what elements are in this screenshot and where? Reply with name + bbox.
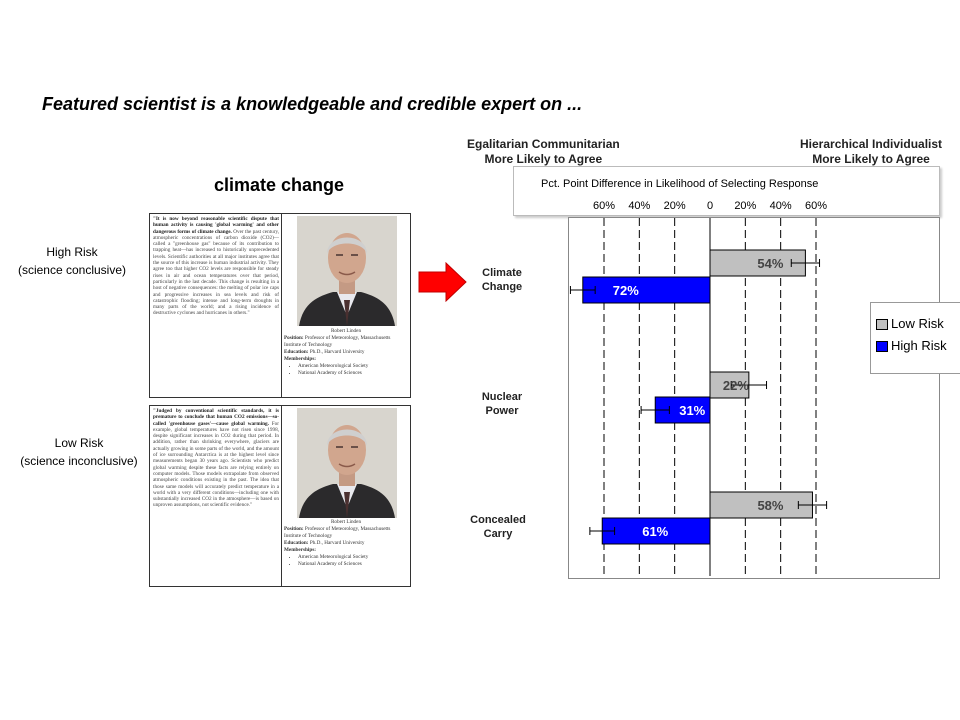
membership-item: • National Academy of Sciences	[298, 370, 408, 377]
legend-swatch-high-risk	[876, 341, 888, 352]
high-risk-quote: "It is now beyond reasonable scientific dispute that human activity is causing 'global warming' and other dangerous forms of climate change.	[153, 216, 279, 235]
bio-position: Professor of Meteorology, Massachusetts Institute of Technology	[284, 526, 391, 539]
low-risk-label-line2: (science inconclusive)	[20, 454, 138, 468]
bio-education: Ph.D., Harvard University	[309, 540, 365, 546]
high-risk-label-line2: (science conclusive)	[17, 263, 127, 277]
left-header-line1: Egalitarian Communitarian	[467, 137, 620, 151]
data-label: 61%	[642, 524, 669, 539]
category-label-line1: Climate	[482, 267, 522, 279]
x-tick-label: 40%	[628, 200, 651, 212]
x-tick-label: 40%	[769, 200, 792, 212]
position-label: Position:	[284, 335, 304, 341]
membership-item: • American Meteorological Society	[298, 554, 408, 561]
low-risk-label-line1: Low Risk	[54, 436, 104, 450]
topic-title: climate change	[214, 175, 345, 195]
bio-name: Robert Linden	[330, 519, 362, 525]
low-risk-quote: "Judged by conventional scientific standards, it is premature to conclude that human CO2 emissions—so-called 'greenhouse gases'—cause global warming.	[153, 408, 279, 427]
x-tick-label: 20%	[663, 200, 686, 212]
data-label: 31%	[679, 403, 706, 418]
high-risk-body: Over the past century, atmospheric concentrations of carbon dioxide (CO2)—called a "greenhouse gas" because of its contribution to trapping heat—has increased to historically unprecedented levels. Scientific authorities at all major institutes agree that the source of this increase is human industrial activity. They agree too that higher CO2 levels are responsible for steady rises in air and ocean temperatures over that period, particularly in the last decade. This change is resulting in a host of negative consequences: the melting of polar ice caps and progressive increases in sea levels and risk of catastrophic flooding; intense and long-term droughts in many parts of the world; and a rising incidence of destructive cyclones and hurricanes in others."	[153, 228, 279, 317]
high-risk-label-line1: High Risk	[46, 245, 98, 259]
headline: Featured scientist is a knowledgeable and credible expert on ...	[42, 94, 583, 114]
legend-swatch-low-risk	[876, 319, 888, 330]
legend	[870, 302, 960, 374]
data-label: 58%	[757, 498, 784, 513]
education-label: Education:	[284, 540, 309, 546]
category-label-line1: Concealed	[470, 514, 526, 526]
data-label: 72%	[612, 283, 639, 298]
legend-item-low-risk	[876, 316, 944, 331]
right-header-line2: More Likely to Agree	[812, 152, 930, 166]
bar-high-risk	[583, 277, 710, 303]
right-header-line1: Hierarchical Individualist	[800, 137, 943, 151]
category-label-line1: Nuclear	[481, 391, 523, 403]
left-header-line2: More Likely to Agree	[484, 152, 603, 166]
legend-label-low-risk: Low Risk	[891, 316, 944, 331]
x-tick-label: 20%	[734, 200, 757, 212]
category-label-line2: Power	[485, 405, 519, 417]
category-label-line2: Carry	[483, 528, 513, 540]
low-risk-body: For example, global temperatures have not risen since 1998, despite significant increases in CO2 during that period. In addition, rather than shrinking everywhere, glaciers are actually growing in some parts of the world, and the amount of ice surrounding Antarctica is at the highest level since measurements began 30 years ago. Scientists who predict global warming despite these facts are relying entirely on computer models. Those models extrapolate from observed atmospheric conditions existing in the past. The idea that those same models will accurately predict temperature in a world with a very different conditions—including one with substantially increased CO2 in the atmosphere—is based on unproven assumptions, not scientific evidence."	[153, 420, 279, 509]
category-label-line2: Change	[481, 281, 523, 293]
x-tick-label: 60%	[592, 200, 616, 212]
bio-position: Professor of Meteorology, Massachusetts Institute of Technology	[284, 335, 391, 348]
membership-item: • National Academy of Sciences	[298, 561, 408, 568]
chart-title: Pct. Point Difference in Likelihood of Selecting Response	[541, 178, 819, 190]
bio-name: Robert Linden	[330, 328, 362, 334]
position-label: Position:	[284, 526, 304, 532]
legend-label-high-risk: High Risk	[891, 338, 947, 353]
membership-label: Memberships:	[284, 356, 316, 362]
legend-item-high-risk	[876, 338, 947, 353]
data-label: 22%	[722, 378, 749, 393]
membership-label: Memberships:	[284, 547, 316, 553]
education-label: Education:	[284, 349, 309, 355]
data-label: 54%	[757, 256, 784, 271]
membership-item: • American Meteorological Society	[298, 363, 408, 370]
x-tick-label: 60%	[804, 200, 828, 212]
bio-education: Ph.D., Harvard University	[309, 349, 365, 355]
x-tick-label: 0	[706, 200, 714, 212]
